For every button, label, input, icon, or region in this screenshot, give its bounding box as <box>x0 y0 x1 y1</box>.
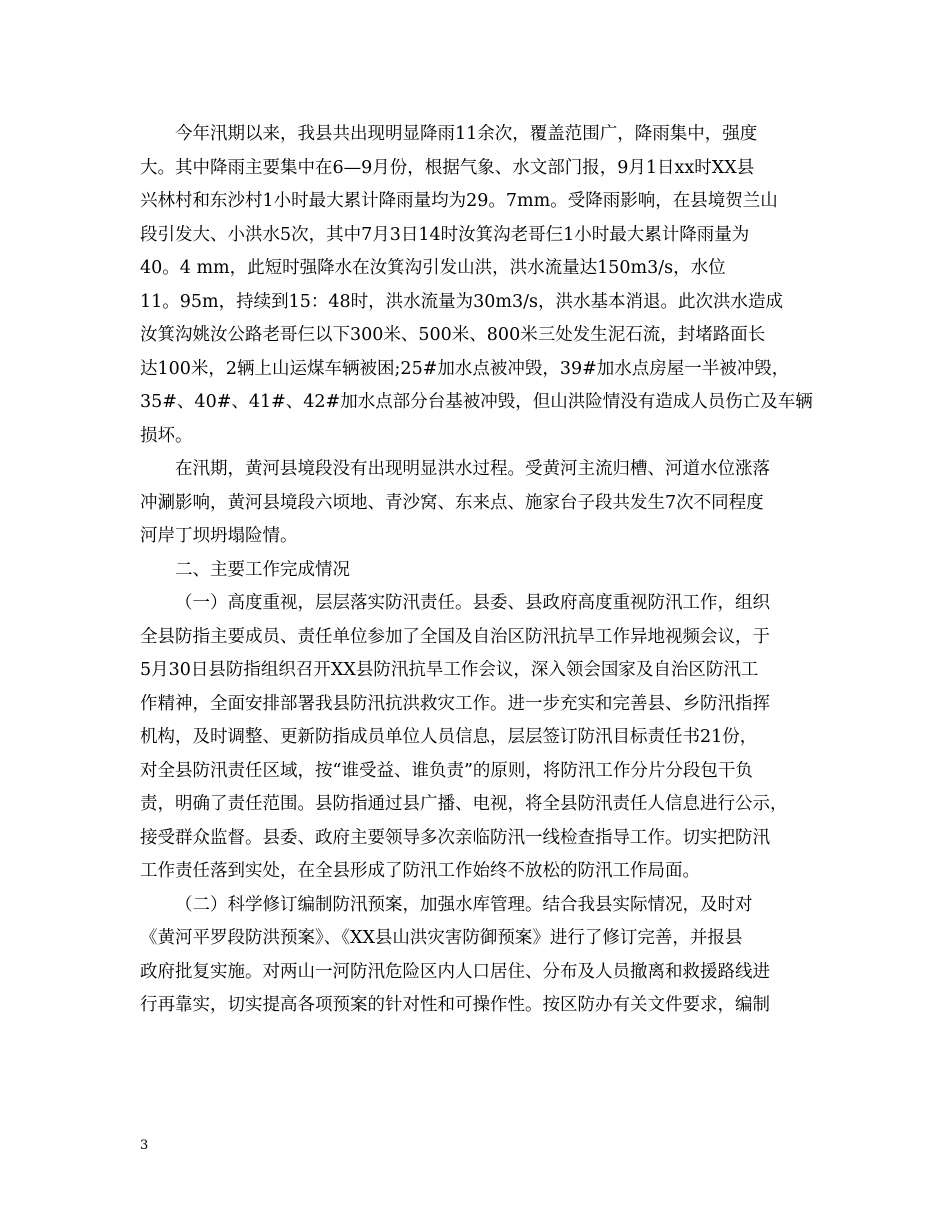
paragraph-line: 工作责任落到实处，在全县形成了防汛工作始终不放松的防汛工作局面。 <box>140 861 700 881</box>
paragraph-line: 大。其中降雨主要集中在6—9月份，根据气象、水文部门报，9月1日xx时XX县 <box>140 157 755 178</box>
paragraph-line: 段引发大、小洪水5次，其中7月3日14时汝箕沟老哥仨1小时最大累计降雨量为 <box>140 224 750 245</box>
paragraph-line: 责，明确了责任范围。县防指通过县广播、电视，将全县防汛责任人信息进行公示， <box>140 794 788 814</box>
paragraph-line: 机构，及时调整、更新防指成员单位人员信息，层层签订防汛目标责任书21份， <box>140 727 758 747</box>
paragraph-line: （二）科学修订编制防汛预案，加强水库管理。结合我县实际情况，及时对 <box>175 894 753 915</box>
paragraph-line: 对全县防汛责任区域，按“谁受益、谁负责”的原则，将防汛工作分片分段包干负 <box>140 760 753 781</box>
paragraph-line: 《黄河平罗段防洪预案》、《XX县山洪灾害防御预案》进行了修订完善，并报县 <box>140 928 743 948</box>
paragraph-line: 达100米，2辆上山运煤车辆被困;25#加水点被冲毁，39#加水点房屋一半被冲毁， <box>140 358 790 379</box>
paragraph-line: 5月30日县防指组织召开XX县防汛抗旱工作会议，深入领会国家及自治区防汛工 <box>140 660 759 680</box>
paragraph-line: 今年汛期以来，我县共出现明显降雨11余次，覆盖范围广，降雨集中，强度 <box>175 124 758 144</box>
paragraph-line: 汝箕沟姚汝公路老哥仨以下300米、500米、800米三处发生泥石流，封堵路面长 <box>140 325 766 345</box>
paragraph-line: 作精神，全面安排部署我县防汛抗洪救灾工作。进一步充实和完善县、乡防汛指挥 <box>140 693 770 714</box>
paragraph-line: （一）高度重视，层层落实防汛责任。县委、县政府高度重视防汛工作，组织 <box>175 593 770 613</box>
paragraph-line: 在汛期，黄河县境段没有出现明显洪水过程。受黄河主流归槽、河道水位涨落 <box>175 459 770 479</box>
section-heading: 二、主要工作完成情况 <box>175 559 350 580</box>
paragraph-line: 兴林村和东沙村1小时最大累计降雨量均为29。7mm。受降雨影响，在县境贺兰山 <box>140 191 778 211</box>
paragraph-line: 河岸丁坝坍塌险情。 <box>140 526 298 546</box>
paragraph-line: 40。4 mm，此短时强降水在汝箕沟引发山洪，洪水流量达150m3/s，水位 <box>140 258 726 278</box>
paragraph-line: 冲涮影响，黄河县境段六顷地、青沙窝、东来点、施家台子段共发生7次不同程度 <box>140 492 764 513</box>
paragraph-line: 35#、40#、41#、42#加水点部分台基被冲毁，但山洪险情没有造成人员伤亡及车辆 <box>140 392 813 412</box>
paragraph-line: 损坏。 <box>140 425 193 446</box>
paragraph-line: 接受群众监督。县委、政府主要领导多次亲临防汛一线检查指导工作。切实把防汛 <box>140 827 770 848</box>
paragraph-line: 全县防指主要成员、责任单位参加了全国及自治区防汛抗旱工作异地视频会议，于 <box>140 626 770 647</box>
page-number: 3 <box>140 1138 149 1153</box>
paragraph-line: 11。95m，持续到15：48时，洪水流量为30m3/s，洪水基本消退。此次洪水造成 <box>140 291 784 312</box>
document-body <box>140 118 820 1023</box>
paragraph-line: 行再靠实，切实提高各项预案的针对性和可操作性。按区防办有关文件要求，编制 <box>140 995 770 1015</box>
paragraph-line: 政府批复实施。对两山一河防汛危险区内人口居住、分布及人员撤离和救援路线进 <box>140 961 770 982</box>
